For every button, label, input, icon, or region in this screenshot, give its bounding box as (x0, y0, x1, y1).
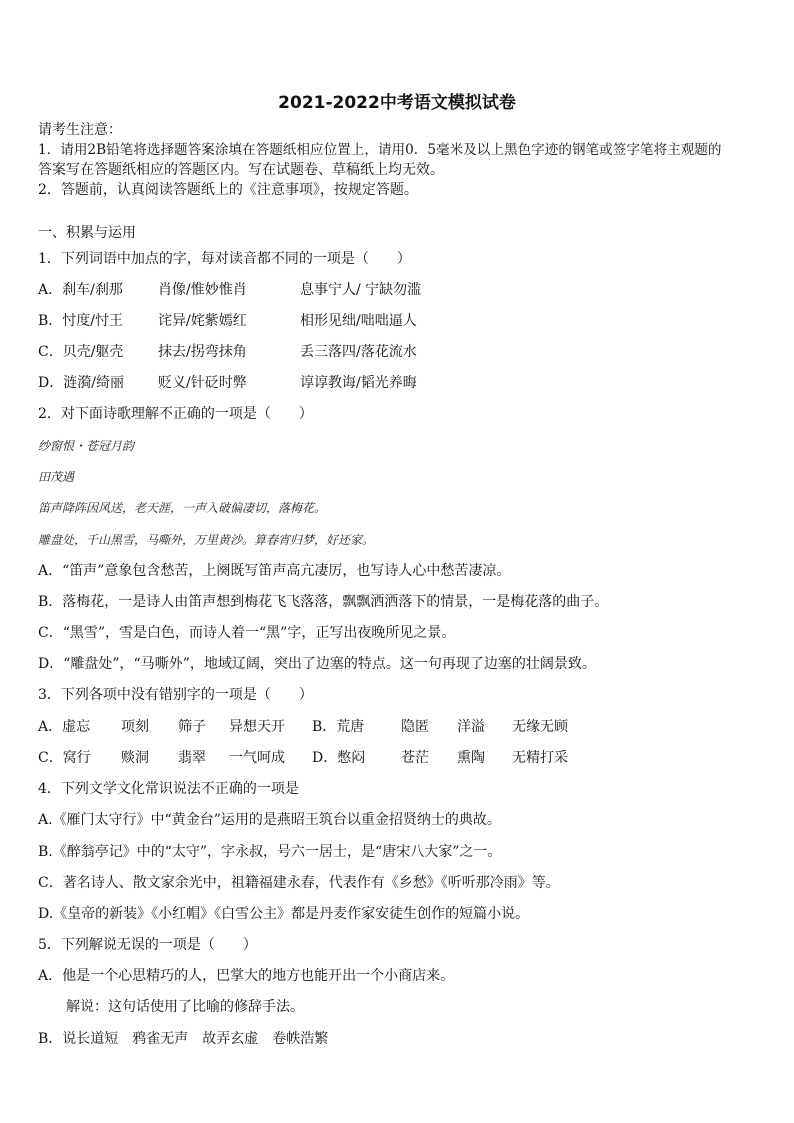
q5-option-a: A．他是一个心思精巧的人，巴掌大的地方也能开出一个小商店来。 (38, 968, 455, 984)
q2-option-c: C．“黑雪”，雪是白色，而诗人着一“黑”字，正写出夜晚所见之景。 (38, 625, 456, 641)
question-3-stem: 3．下列各项中没有错别字的一项是（ ） (38, 687, 313, 703)
q3-c-word4: 一气呵成 (229, 750, 285, 766)
q5-option-a-note: 解说：这句话使用了比喻的修辞手法。 (66, 999, 304, 1015)
poem-line-1: 笛声降阵因风送，老天涯，一声入破偏凄切，落梅花。 (38, 501, 327, 515)
q3-a-word3: 筛子 (178, 719, 206, 735)
q2-option-b: B．落梅花，一是诗人由笛声想到梅花飞飞落落，飘飘洒洒落下的情景，一是梅花落的曲子。 (38, 594, 609, 610)
question-2-stem: 2．对下面诗歌理解不正确的一项是（ ） (38, 406, 313, 422)
q1-d-col3: 谆谆教诲/韬光养晦 (300, 375, 417, 391)
q1-b-col3: 相形见绌/咄咄逼人 (300, 313, 417, 329)
notice-line-3: 2．答题前，认真阅读答题纸上的《注意事项》，按规定答题。 (38, 182, 418, 198)
q3-d-word1: D．憋闷 (312, 750, 366, 766)
q4-option-a: A.《雁门太守行》中“黄金台”运用的是燕昭王筑台以重金招贤纳士的典故。 (38, 812, 501, 828)
q3-b-word2: 隐匿 (401, 719, 429, 735)
page-title: 2021-2022中考语文模拟试卷 (278, 93, 516, 113)
q3-c-word1: C．窝行 (38, 750, 91, 766)
section-heading: 一、积累与运用 (38, 225, 136, 241)
q3-d-word2: 苍茫 (401, 750, 429, 766)
q1-b-col2: 诧异/姹紫嫣红 (158, 313, 247, 329)
notice-line-2: 答案写在答题纸相应的答题区内。写在试题卷、草稿纸上均无效。 (38, 162, 444, 178)
q3-a-word1: A．虚忘 (38, 719, 91, 735)
q1-b-col1: B．忖度/忖王 (38, 313, 124, 329)
q3-c-word3: 翡翠 (178, 750, 206, 766)
q5-option-b: B．说长道短 鸦雀无声 故弄玄虚 卷帙浩繁 (38, 1031, 329, 1047)
question-5-stem: 5．下列解说无误的一项是（ ） (38, 937, 257, 953)
q3-c-word2: 赕洞 (121, 750, 149, 766)
q2-option-a: A．“笛声”意象包含愁苦，上阕既写笛声高亢凄厉，也写诗人心中愁苦凄凉。 (38, 563, 511, 579)
notice-line-1: 1．请用2B铅笔将选择题答案涂填在答题纸相应位置上，请用0．5毫米及以上黑色字迹的钢笔或签字笔将主观题的 (38, 142, 722, 158)
q4-option-b: B.《醉翁亭记》中的“太守”，字永叔，号六一居士，是“唐宋八大家”之一。 (38, 844, 502, 860)
q1-d-col2: 贬义/针砭时弊 (158, 375, 247, 391)
q1-d-col1: D．涟漪/绮丽 (38, 375, 124, 391)
q3-b-word3: 洋溢 (457, 719, 485, 735)
poem-title: 纱窗恨・苍冠月韵 (38, 439, 135, 453)
question-1-stem: 1．下列词语中加点的字，每对读音都不同的一项是（ ） (38, 251, 411, 267)
q1-c-col1: C．贝壳/躯壳 (38, 344, 124, 360)
q1-a-col3: 息事宁人/ 宁缺勿滥 (300, 282, 422, 298)
q3-a-word4: 异想天开 (229, 719, 285, 735)
notice-heading: 请考生注意： (38, 122, 122, 138)
q3-d-word3: 熏陶 (457, 750, 485, 766)
q3-d-word4: 无精打采 (512, 750, 568, 766)
poem-author: 田茂遇 (38, 470, 75, 484)
q3-b-word4: 无缘无顾 (512, 719, 568, 735)
q1-c-col3: 丢三落四/落花流水 (300, 344, 417, 360)
q3-b-word1: B．荒唐 (312, 719, 365, 735)
poem-line-2: 雕盘处，千山黑雪，马嘶外，万里黄沙。算春宵归梦，好还家。 (38, 533, 375, 547)
question-4-stem: 4．下列文学文化常识说法不正确的一项是 (38, 781, 299, 797)
q3-a-word2: 项刻 (121, 719, 149, 735)
q4-option-d: D.《皇帝的新装》《小红帽》《白雪公主》都是丹麦作家安徒生创作的短篇小说。 (38, 906, 530, 922)
q4-option-c: C．著名诗人、散文家余光中，祖籍福建永春，代表作有《乡愁》《听听那冷雨》等。 (38, 875, 560, 891)
q1-a-col1: A．刹车/刹那 (38, 282, 123, 298)
q2-option-d: D．“雕盘处”，“马嘶外”，地域辽阔，突出了边塞的特点。这一句再现了边塞的壮阔景致。 (38, 656, 596, 672)
q1-c-col2: 抹去/拐弯抹角 (158, 344, 247, 360)
q1-a-col2: 肖像/惟妙惟肖 (158, 282, 247, 298)
